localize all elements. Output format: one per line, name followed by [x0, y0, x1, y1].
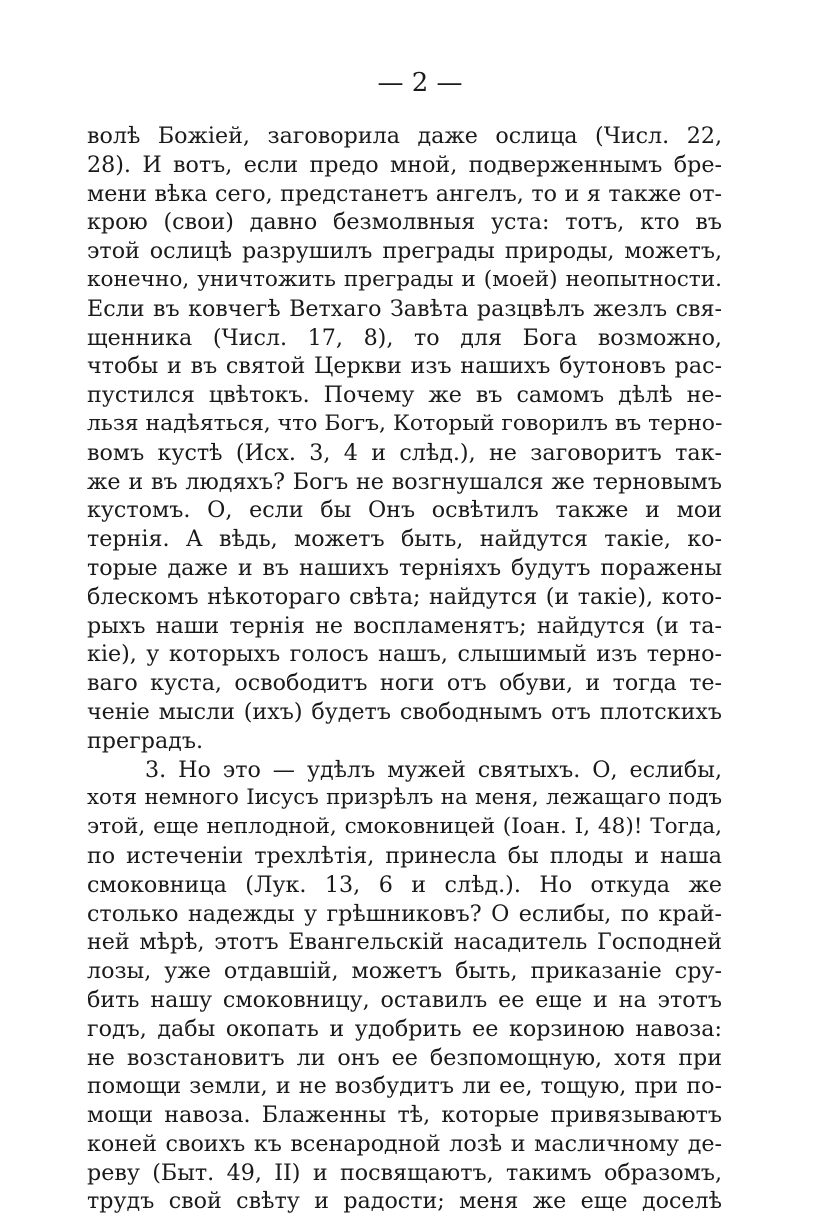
text-line: этой ослицѣ разрушилъ преграды природы, можетъ, — [87, 238, 722, 265]
text-line: волѣ Божіей, заговорила даже ослица (Числ. 22, — [87, 123, 722, 149]
text-line: 28). И вотъ, если предо мной, подверженнымъ бре- — [87, 151, 722, 178]
text-line: кустомъ. О, если бы Онъ освѣтилъ также и мои — [87, 497, 722, 524]
text-line: помощи земли, и не возбудитъ ли ее, тощую, при по- — [87, 1073, 722, 1100]
paragraph-1 — [87, 122, 722, 756]
text-line: ваго куста, освободитъ ноги отъ обуви, и тогда те- — [87, 670, 722, 697]
text-line: тернія. А вѣдь, можетъ быть, найдутся такіе, ко- — [87, 526, 722, 553]
text-line: годъ, дабы окопать и удобрить ее корзиною навоза: — [87, 1015, 722, 1042]
text-line: же и въ людяхъ? Богъ не возгнушался же терновымъ — [87, 468, 722, 495]
text-line: кіе), у которыхъ голосъ нашъ, слышимый изъ терно- — [87, 641, 722, 668]
page-number: — 2 — — [377, 68, 463, 98]
text-line: не возстановитъ ли онъ ее безпомощную, хотя при — [87, 1044, 722, 1071]
text-line: вомъ кустѣ (Исх. 3, 4 и слѣд.), не заговоритъ так- — [87, 439, 722, 466]
text-line: чтобы и въ святой Церкви изъ нашихъ бутоновъ рас- — [87, 353, 722, 380]
text-line: мени вѣка сего, предстанетъ ангелъ, то и я также от- — [87, 180, 722, 207]
text-line: трудъ свой свѣту и радости; меня же еще доселѣ — [87, 1188, 722, 1215]
text-line: крою (свои) давно безмолвныя уста: тотъ, кто въ — [87, 209, 722, 236]
text-line: блескомъ нѣкотораго свѣта; найдутся (и такіе), кото- — [87, 583, 722, 610]
text-line: рыхъ наши тернія не воспламенятъ; найдутся (и та- — [87, 612, 722, 639]
text-line: этой, еще неплодной, смоковницей (Іоан. I, 48)! Тогда, — [87, 814, 722, 840]
text-line: коней своихъ къ всенародной лозѣ и масличному де- — [87, 1130, 722, 1157]
text-line: торые даже и въ нашихъ терніяхъ будутъ поражены — [87, 554, 722, 581]
text-line: конечно, уничтожить преграды и (моей) неопытности. — [87, 266, 722, 292]
text-line: реву (Быт. 49, II) и посвящаютъ, такимъ образомъ, — [87, 1159, 722, 1186]
text-line: по истеченіи трехлѣтія, принесла бы плоды и наша — [87, 842, 722, 869]
text-line: лозы, уже отдавшій, можетъ быть, приказаніе сру- — [87, 958, 722, 985]
text-line: столько надежды у грѣшниковъ? О еслибы, по край- — [87, 900, 722, 927]
text-line: бить нашу смоковницу, оставилъ ее еще и на этотъ — [87, 986, 722, 1013]
text-line: Если въ ковчегѣ Ветхаго Завѣта разцвѣлъ жезлъ свя- — [87, 295, 722, 322]
body-text — [87, 122, 722, 1216]
text-line: пустился цвѣтокъ. Почему же въ самомъ дѣлѣ не- — [87, 382, 722, 409]
text-line: хотя немного Іисусъ призрѣлъ на меня, лежащаго подъ — [87, 785, 722, 811]
paragraph-2 — [87, 756, 722, 1216]
text-line: щенника (Числ. 17, 8), то для Бога возможно, — [87, 324, 722, 351]
text-line: 3. Но это — удѣлъ мужей святыхъ. О, еслибы, — [145, 756, 722, 783]
text-line: ченіе мысли (ихъ) будетъ свободнымъ отъ плотскихъ — [87, 698, 722, 725]
text-line: ней мѣрѣ, этотъ Евангельскій насадитель Господней — [87, 929, 722, 956]
text-line: смоковница (Лук. 13, 6 и слѣд.). Но откуда же — [87, 871, 722, 898]
text-line: льзя надѣяться, что Богъ, Который говорилъ въ терно- — [87, 410, 723, 436]
text-line: мощи навоза. Блаженны тѣ, которые привязываютъ — [87, 1102, 722, 1129]
text-line: преградъ. — [87, 727, 204, 754]
